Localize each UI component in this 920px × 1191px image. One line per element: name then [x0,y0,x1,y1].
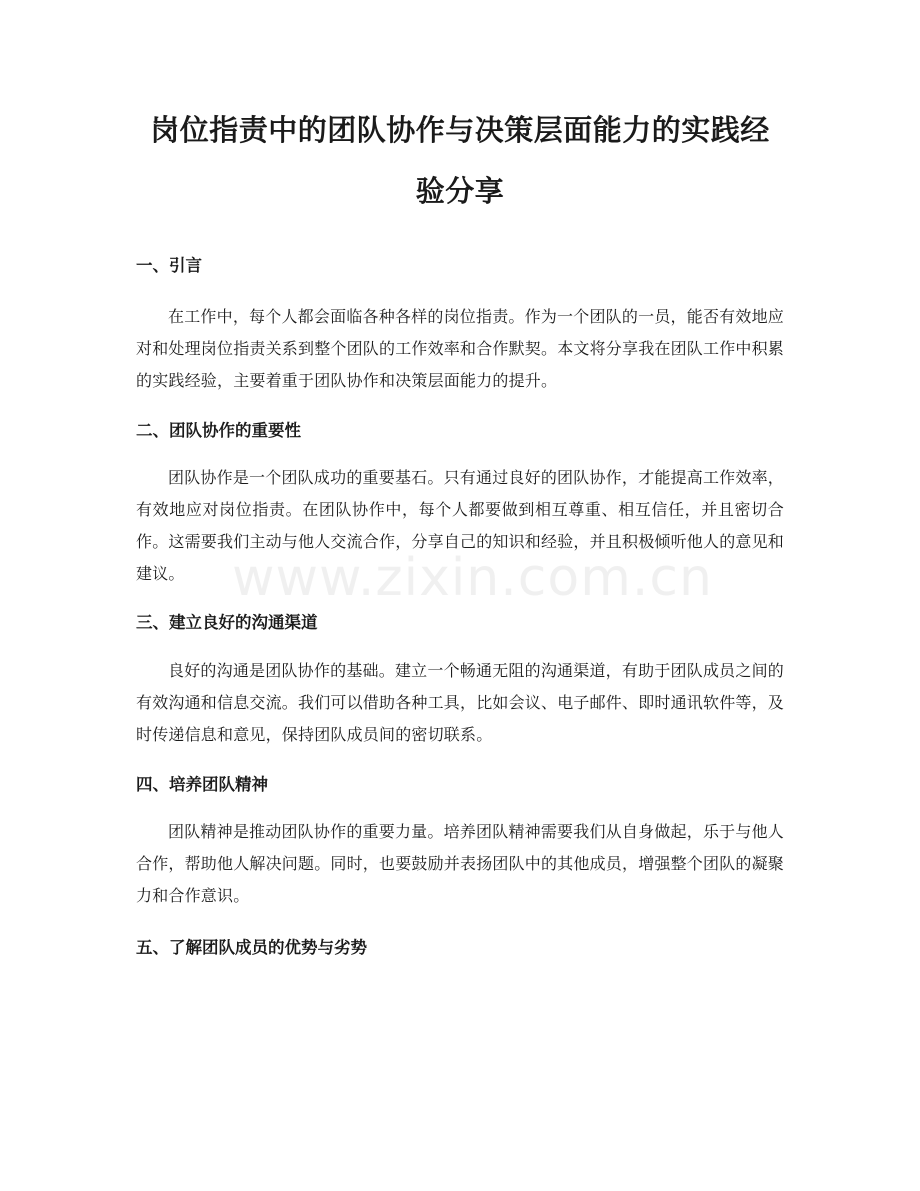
section-paragraph-introduction: 在工作中，每个人都会面临各种各样的岗位指责。作为一个团队的一员，能否有效地应对和处理岗位指责关系到整个团队的工作效率和合作默契。本文将分享我在团队工作中积累的实践经验，主要着重于团队协作和决策层面能力的提升。 [136,307,785,390]
watermark-text: www.zixin.com.cn [232,548,713,608]
section-heading-member-strengths: 五、了解团队成员的优势与劣势 [136,938,367,957]
section-paragraph-team-spirit: 团队精神是推动团队协作的重要力量。培养团队精神需要我们从自身做起，乐于与他人合作，帮助他人解决问题。同时，也要鼓励并表扬团队中的其他成员，增强整个团队的凝聚力和合作意识。 [136,822,785,905]
section-heading-communication-channels: 三、建立良好的沟通渠道 [136,613,318,632]
document-title: 岗位指责中的团队协作与决策层面能力的实践经验分享 [150,113,770,208]
section-paragraph-communication-channels: 良好的沟通是团队协作的基础。建立一个畅通无阻的沟通渠道，有助于团队成员之间的有效沟通和信息交流。我们可以借助各种工具，比如会议、电子邮件、即时通讯软件等，及时传递信息和意见，保持团队成员间的密切联系。 [136,661,785,744]
section-paragraph-teamwork-importance: 团队协作是一个团队成功的重要基石。只有通过良好的团队协作，才能提高工作效率，有效地应对岗位指责。在团队协作中，每个人都要做到相互尊重、相互信任，并且密切合作。这需要我们主动与他人交流合作，分享自己的知识和经验，并且积极倾听他人的意见和建议。 [136,468,785,583]
section-heading-introduction: 一、引言 [136,256,202,275]
section-heading-teamwork-importance: 二、团队协作的重要性 [136,421,301,440]
section-heading-team-spirit: 四、培养团队精神 [136,775,268,794]
